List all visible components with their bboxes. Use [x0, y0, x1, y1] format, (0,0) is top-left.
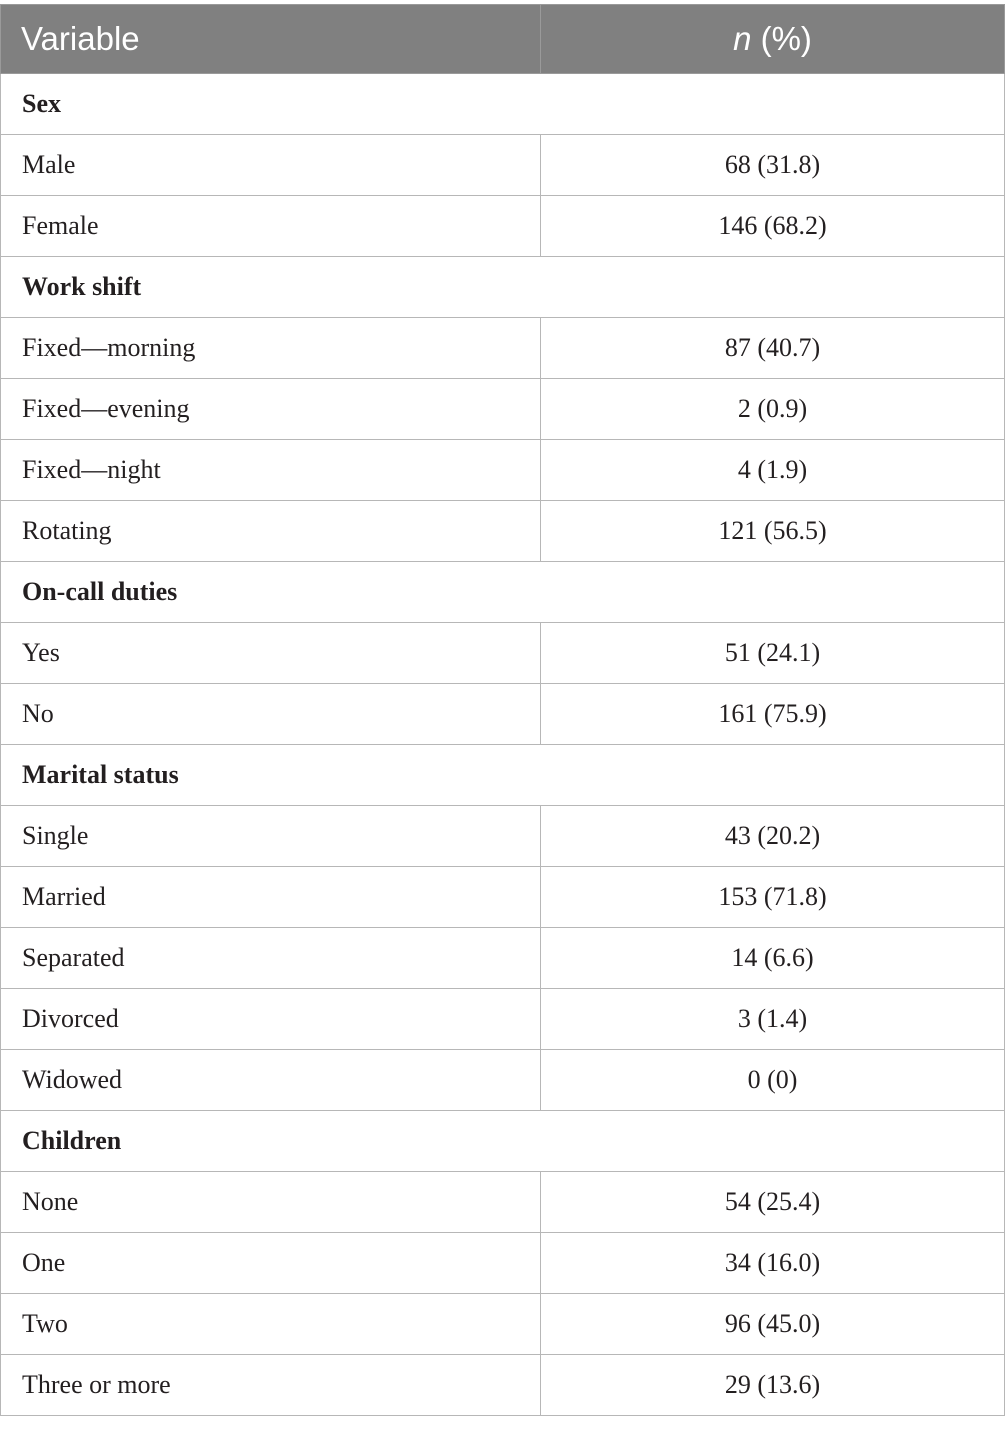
- demographics-table: [0, 4, 1005, 1416]
- row-label: Fixed—evening: [1, 379, 541, 440]
- row-label: Female: [1, 196, 541, 257]
- group-heading: On-call duties: [1, 562, 1005, 623]
- row-label: None: [1, 1172, 541, 1233]
- n-percent-column-header: [541, 5, 1005, 74]
- table-row: [1, 440, 1005, 501]
- row-label: Single: [1, 806, 541, 867]
- table-row: [1, 989, 1005, 1050]
- table-row: [1, 1294, 1005, 1355]
- table-row: [1, 1172, 1005, 1233]
- group-row-children: [1, 1111, 1005, 1172]
- table-row: [1, 1050, 1005, 1111]
- table-header: [1, 5, 1005, 74]
- row-value: 87 (40.7): [541, 318, 1005, 379]
- row-label: One: [1, 1233, 541, 1294]
- group-row-on-call-duties: [1, 562, 1005, 623]
- row-value: 4 (1.9): [541, 440, 1005, 501]
- percent-symbol: (%): [751, 20, 812, 57]
- group-heading: Sex: [1, 74, 1005, 135]
- row-value: 0 (0): [541, 1050, 1005, 1111]
- row-value: 34 (16.0): [541, 1233, 1005, 1294]
- table-row: [1, 684, 1005, 745]
- row-label: Separated: [1, 928, 541, 989]
- row-label: Yes: [1, 623, 541, 684]
- row-value: 96 (45.0): [541, 1294, 1005, 1355]
- table-row: [1, 867, 1005, 928]
- row-value: 43 (20.2): [541, 806, 1005, 867]
- row-value: 51 (24.1): [541, 623, 1005, 684]
- header-row: [1, 5, 1005, 74]
- row-value: 3 (1.4): [541, 989, 1005, 1050]
- row-label: Married: [1, 867, 541, 928]
- table-row: [1, 1355, 1005, 1416]
- row-label: Male: [1, 135, 541, 196]
- row-label: Widowed: [1, 1050, 541, 1111]
- row-value: 29 (13.6): [541, 1355, 1005, 1416]
- table-row: [1, 318, 1005, 379]
- group-heading: Marital status: [1, 745, 1005, 806]
- row-value: 2 (0.9): [541, 379, 1005, 440]
- table-row: [1, 928, 1005, 989]
- table-row: [1, 1233, 1005, 1294]
- variable-column-header: Variable: [1, 5, 541, 74]
- table-row: [1, 196, 1005, 257]
- table-row: [1, 806, 1005, 867]
- row-value: 54 (25.4): [541, 1172, 1005, 1233]
- group-heading: Work shift: [1, 257, 1005, 318]
- row-label: Rotating: [1, 501, 541, 562]
- group-heading: Children: [1, 1111, 1005, 1172]
- table-row: [1, 379, 1005, 440]
- row-value: 146 (68.2): [541, 196, 1005, 257]
- row-value: 14 (6.6): [541, 928, 1005, 989]
- row-value: 68 (31.8): [541, 135, 1005, 196]
- row-value: 161 (75.9): [541, 684, 1005, 745]
- n-symbol: n: [733, 20, 752, 57]
- row-label: No: [1, 684, 541, 745]
- row-label: Fixed—morning: [1, 318, 541, 379]
- row-label: Three or more: [1, 1355, 541, 1416]
- group-row-sex: [1, 74, 1005, 135]
- row-label: Fixed—night: [1, 440, 541, 501]
- row-value: 153 (71.8): [541, 867, 1005, 928]
- table-body: [1, 74, 1005, 1416]
- row-label: Two: [1, 1294, 541, 1355]
- table-row: [1, 501, 1005, 562]
- row-label: Divorced: [1, 989, 541, 1050]
- group-row-work-shift: [1, 257, 1005, 318]
- table-row: [1, 623, 1005, 684]
- row-value: 121 (56.5): [541, 501, 1005, 562]
- table-row: [1, 135, 1005, 196]
- group-row-marital-status: [1, 745, 1005, 806]
